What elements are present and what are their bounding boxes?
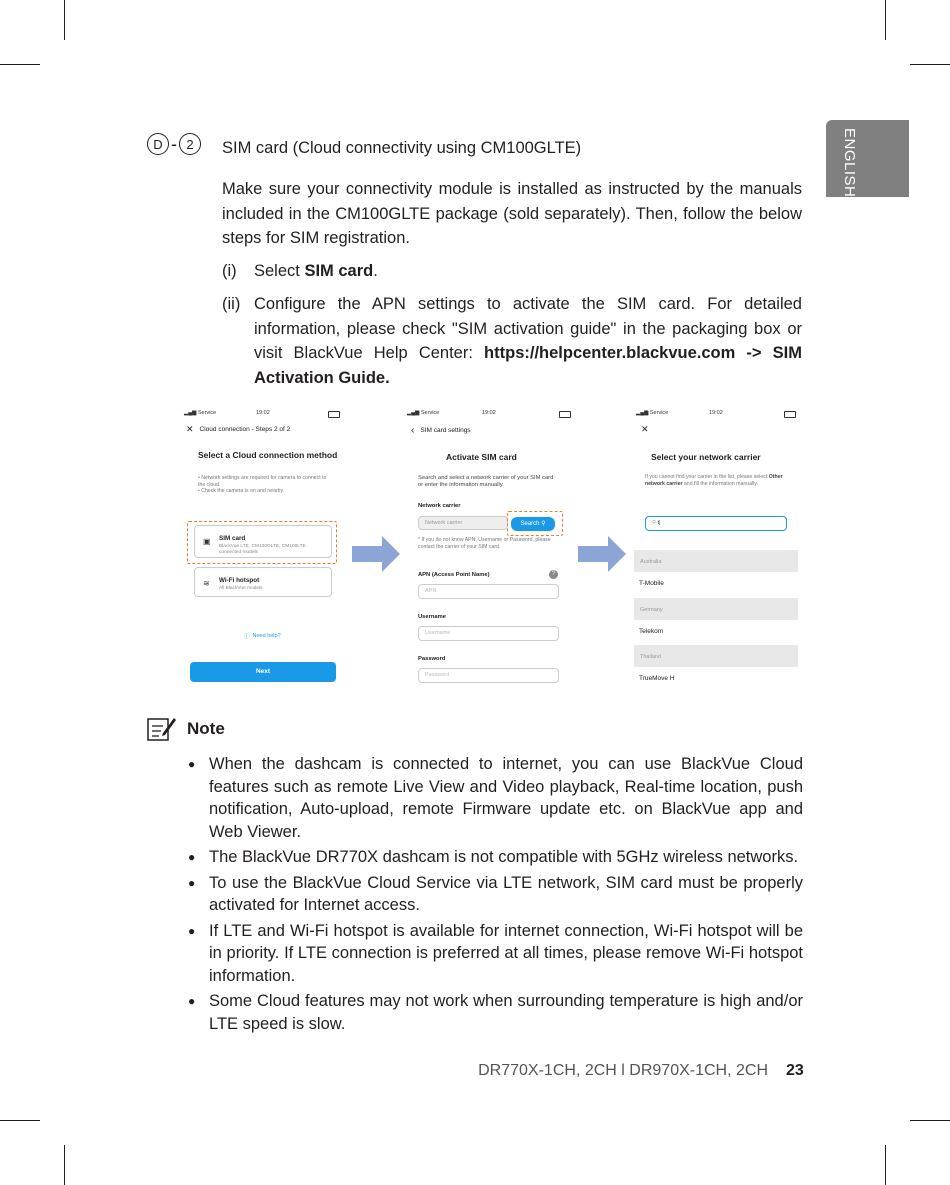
app-screen-select-carrier	[634, 402, 798, 692]
status-bar	[184, 410, 340, 420]
page-number: 23	[786, 1062, 804, 1079]
screen-title: Select a Cloud connection method	[198, 450, 338, 460]
info-bullet-text: Check the camera is on and nearby.	[201, 488, 285, 494]
option-subtitle: All BlackVue models	[219, 586, 263, 591]
apn-label: APN (Access Point Name)	[418, 572, 490, 578]
desc-post: and fill the information manually.	[682, 481, 758, 487]
step-1	[222, 259, 802, 284]
step-1-post: .	[373, 262, 378, 280]
carrier-name: Service	[649, 410, 669, 416]
battery-icon	[784, 411, 796, 418]
need-help-label: Need help?	[252, 633, 281, 639]
note-label: Note	[187, 719, 225, 738]
section-number	[147, 133, 201, 155]
wifi-hotspot-option[interactable]	[194, 567, 332, 597]
option-title: SIM card	[219, 535, 246, 542]
step-1-number: (i)	[222, 262, 237, 280]
apn-input[interactable]: APN	[418, 584, 559, 599]
sim-card-option[interactable]	[194, 525, 332, 558]
screen-header	[411, 425, 471, 436]
step-2-link: https://helpcenter.blackvue.com -> SIM Activation Guide.	[254, 344, 802, 387]
crop-mark	[0, 64, 40, 65]
option-title: Wi-Fi hotspot	[219, 577, 260, 584]
back-icon[interactable]: ‹	[411, 425, 415, 436]
carrier-item[interactable]: Telekom	[639, 628, 664, 635]
note-item: ● The BlackVue DR770X dashcam is not compatible with 5GHz wireless networks.	[188, 846, 803, 869]
step-1-pre: Select	[254, 262, 305, 280]
info-bullet-text: Network settings are required for camera to connect to the cloud.	[198, 475, 327, 488]
status-bar	[407, 410, 571, 420]
carrier-search-input[interactable]	[645, 516, 787, 531]
step-2-pre: Configure the APN settings to activate the SIM card. For detailed information, please check "SIM activation guide" in the packaging box or visit BlackVue Help Center:	[254, 295, 802, 362]
close-icon[interactable]: ✕	[186, 424, 194, 434]
note-item: ● Some Cloud features may not work when surrounding temperature is high and/or LTE speed is slow.	[188, 990, 803, 1035]
carrier-label: Network carrier	[418, 503, 461, 509]
step-1-text	[254, 259, 802, 284]
screen-description	[645, 474, 789, 488]
next-button[interactable]: Next	[190, 662, 336, 682]
region-header: Australia	[634, 550, 798, 572]
info-bullet: • Network settings are required for camera to connect to the cloud.	[198, 475, 327, 488]
status-bar	[636, 410, 796, 420]
password-input[interactable]: Password	[418, 668, 559, 683]
note-item: ● When the dashcam is connected to internet, you can use BlackVue Cloud features such as remote Live View and Video playback, Real-time location, push notification, Auto-upload, remote Firmware update etc. on BlackVue app and Web Viewer.	[188, 753, 803, 843]
signal-icon: ▂▄▆ Service	[636, 410, 669, 416]
status-time: 19:02	[709, 410, 723, 416]
arrow-right-icon	[578, 536, 628, 572]
note-pencil-icon	[147, 716, 177, 742]
screen-title: Activate SIM card	[446, 452, 517, 462]
screen-header-title: SIM card settings	[420, 427, 471, 434]
search-icon: ⚲	[652, 520, 657, 526]
screen-description: Search and select a network carrier of your SIM card or enter the information manually.	[418, 475, 554, 488]
help-icon: ⓘ	[244, 634, 250, 640]
section-number-icon: 2	[179, 133, 201, 155]
carrier-item[interactable]: TrueMove H	[639, 675, 675, 682]
apn-hint: * If you do not know APN, Username or Password, please contact the carrier of your SIM card.	[418, 537, 551, 550]
signal-icon: ▂▄▆ Service	[184, 410, 217, 416]
section-dash: -	[171, 133, 177, 154]
carrier-name: Service	[420, 410, 440, 416]
note-item: ● If LTE and Wi-Fi hotspot is available for internet connection, Wi-Fi hotspot will be in priority. If LTE connection is preferred at all times, please remove Wi-Fi hotspot information.	[188, 920, 803, 988]
crop-mark	[885, 0, 886, 40]
section-title: SIM card (Cloud connectivity using CM100GLTE)	[222, 139, 582, 157]
note-header	[147, 716, 225, 742]
battery-icon	[328, 411, 340, 418]
crop-mark	[64, 1145, 65, 1185]
carrier-field[interactable]: Network carrier	[418, 516, 508, 530]
language-tab-label: ENGLISH	[841, 128, 858, 198]
screen-header	[186, 424, 290, 435]
status-time: 19:02	[256, 410, 270, 416]
language-tab	[826, 120, 909, 197]
note-item: ● To use the BlackVue Cloud Service via LTE network, SIM card must be properly activated for Internet access.	[188, 872, 803, 917]
info-bullet: • Check the camera is on and nearby.	[198, 488, 285, 494]
step-2	[222, 292, 802, 390]
status-time: 19:02	[482, 410, 496, 416]
help-icon[interactable]: ?	[549, 570, 558, 579]
wifi-icon: ≋	[203, 579, 210, 588]
carrier-item[interactable]: T-Mobile	[639, 580, 664, 587]
carrier-name: Service	[197, 410, 217, 416]
sim-card-icon: ▣	[203, 537, 211, 546]
search-icon: ⚲	[541, 521, 546, 527]
option-subtitle: BlackVue LTE, CM100GLTE, CM100LTE connected models	[219, 544, 306, 555]
crop-mark	[0, 1120, 40, 1121]
need-help-link[interactable]	[244, 632, 281, 640]
crop-mark	[885, 1145, 886, 1185]
username-input[interactable]: Username	[418, 626, 559, 641]
note-list	[188, 753, 803, 1038]
region-header: Thailand	[634, 645, 798, 667]
crop-mark	[910, 1120, 950, 1121]
close-icon[interactable]: ✕	[641, 424, 649, 434]
signal-icon: ▂▄▆ Service	[407, 410, 440, 416]
search-button[interactable]	[511, 517, 555, 531]
search-label: Search	[520, 521, 540, 527]
footer-models: DR770X-1CH, 2CH l DR970X-1CH, 2CH	[478, 1062, 768, 1079]
intro-paragraph: Make sure your connectivity module is installed as instructed by the manuals included in the CM100GLTE package (sold separately). Then, follow the below steps for SIM registration.	[222, 180, 802, 247]
battery-icon	[559, 411, 571, 418]
desc-bold: Other network carrier	[645, 474, 783, 487]
region-header: Germany	[634, 598, 798, 620]
screen-header-title: Cloud connection - Steps 2 of 2	[199, 426, 291, 433]
password-label: Password	[418, 656, 446, 662]
app-screen-cloud-method	[182, 402, 342, 692]
step-1-bold: SIM card	[304, 262, 374, 280]
crop-mark	[64, 0, 65, 40]
screen-title: Select your network carrier	[651, 452, 761, 462]
arrow-right-icon	[352, 536, 402, 572]
crop-mark	[910, 64, 950, 65]
step-2-number: (ii)	[222, 295, 241, 313]
search-value: t|	[657, 520, 661, 526]
app-screen-sim-settings	[405, 402, 573, 692]
step-2-text	[254, 292, 802, 390]
desc-pre: If you cannot find your carrier in the list, please select	[645, 474, 769, 480]
section-letter-icon: D	[147, 133, 169, 155]
username-label: Username	[418, 614, 447, 620]
